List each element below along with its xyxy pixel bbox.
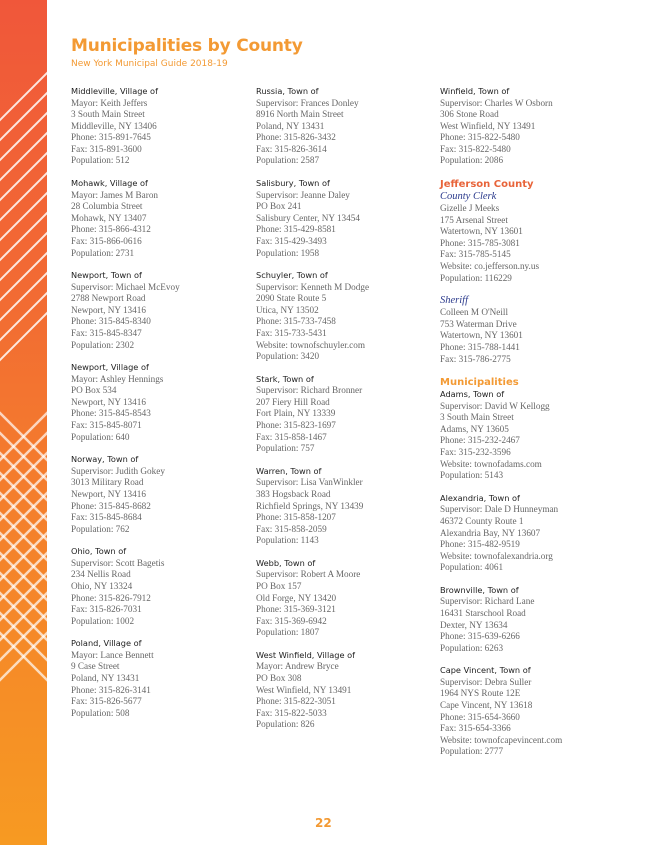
entry-line: Phone: 315-826-3432 — [256, 132, 336, 143]
municipality-entry — [440, 86, 610, 167]
entry-line: Phone: 315-858-1207 — [256, 512, 336, 523]
municipality-name: Middleville, Village of — [71, 86, 158, 96]
entry-line: Population: 2777 — [440, 746, 504, 757]
entry-line: Population: 6263 — [440, 642, 504, 653]
municipality-name: West Winfield, Village of — [256, 649, 355, 660]
entry-line: Phone: 315-822-5480 — [440, 132, 520, 143]
entry-line: 28 Columbia Street — [71, 201, 143, 212]
entry-line: Mayor: Ashley Hennings — [71, 373, 164, 384]
entry-line: Phone: 315-826-3141 — [71, 684, 151, 695]
entry-line: Fax: 315-866-0616 — [71, 235, 142, 246]
entry-line: Utica, NY 13502 — [256, 304, 319, 315]
entry-line: Phone: 315-845-8543 — [71, 408, 151, 419]
entry-line: Watertown, NY 13601 — [440, 226, 523, 237]
entry-line: 3 South Main Street — [71, 109, 145, 120]
entry-line: Website: townofalexandria.org — [440, 550, 553, 561]
entry-line: 8916 North Main Street — [256, 109, 344, 120]
entry-line: Newport, NY 13416 — [71, 396, 146, 407]
entry-line: Fax: 315-891-3600 — [71, 143, 142, 154]
entry-line: Supervisor: Jeanne Daley — [256, 189, 350, 200]
entry-line: Population: 1002 — [71, 615, 135, 626]
municipality-name: Cape Vincent, Town of — [440, 665, 531, 676]
municipality-name: Poland, Village of — [71, 638, 142, 649]
entry-line: Population: 116229 — [440, 272, 512, 283]
municipality-entry — [256, 374, 426, 455]
entry-line: 175 Arsenal Street — [440, 214, 508, 225]
entry-line: West Winfield, NY 13491 — [440, 120, 536, 131]
municipality-name: Newport, Village of — [71, 362, 149, 373]
entry-line: Phone: 315-823-1697 — [256, 420, 336, 431]
municipality-entry — [256, 178, 426, 259]
municipality-entry — [440, 665, 610, 758]
entry-line: PO Box 534 — [71, 385, 117, 396]
municipality-name: Russia, Town of — [256, 86, 319, 96]
municipality-entry — [256, 86, 426, 167]
municipality-name: Winfield, Town of — [440, 86, 510, 96]
entry-line: Population: 4061 — [440, 562, 504, 573]
entry-line: Website: townofadams.com — [440, 458, 542, 469]
entry-line: Mayor: Keith Jeffers — [71, 97, 148, 108]
column-3 — [440, 86, 610, 769]
entry-line: Population: 2587 — [256, 155, 320, 166]
entry-line: Population: 3420 — [256, 351, 320, 362]
entry-line: Supervisor: Charles W Osborn — [440, 97, 553, 108]
entry-line: Population: 640 — [71, 431, 130, 442]
entry-line: Supervisor: David W Kellogg — [440, 400, 550, 411]
entry-line: Population: 512 — [71, 155, 130, 166]
entry-line: Phone: 315-785-3081 — [440, 237, 520, 248]
entry-line: Gizelle J Meeks — [440, 203, 500, 214]
entry-line: Phone: 315-891-7645 — [71, 132, 151, 143]
entry-line: PO Box 241 — [256, 201, 302, 212]
entry-line: Fax: 315-733-5431 — [256, 328, 327, 338]
entry-line: Mayor: Andrew Bryce — [256, 661, 339, 672]
entry-line: Fax: 315-654-3366 — [440, 723, 511, 734]
entry-line: Phone: 315-639-6266 — [440, 631, 520, 642]
entry-line: Newport, NY 13416 — [71, 488, 146, 499]
entry-line: Phone: 315-369-3121 — [256, 604, 336, 615]
office-title: Sheriff — [440, 295, 468, 307]
municipality-entry — [440, 493, 610, 574]
entry-line: Phone: 315-232-2467 — [440, 435, 520, 446]
entry-line: Phone: 315-482-9519 — [440, 539, 520, 550]
municipality-name: Brownville, Town of — [440, 584, 519, 595]
entry-line: Adams, NY 13605 — [440, 423, 509, 434]
entry-line: Phone: 315-826-7912 — [71, 592, 151, 603]
entry-line: PO Box 157 — [256, 581, 302, 591]
entry-line: 306 Stone Road — [440, 109, 499, 120]
entry-line: Supervisor: Dale D Hunneyman — [440, 504, 559, 515]
entry-line: Ohio, NY 13324 — [71, 581, 133, 591]
entry-line: Watertown, NY 13601 — [440, 330, 523, 341]
entry-line: Phone: 315-822-3051 — [256, 696, 336, 707]
entry-line: Phone: 315-733-7458 — [256, 316, 336, 327]
entry-line: Fax: 315-826-5677 — [71, 696, 142, 707]
diagonal-line-pattern — [0, 0, 47, 845]
entry-line: Poland, NY 13431 — [256, 120, 325, 131]
municipality-entry — [256, 466, 426, 547]
entry-line: Fax: 315-826-7031 — [71, 604, 142, 615]
entry-line: Population: 757 — [256, 443, 315, 454]
municipality-name: Webb, Town of — [256, 557, 316, 568]
entry-line: Supervisor: Richard Lane — [440, 596, 535, 607]
entry-line: 16431 Starschool Road — [440, 608, 526, 618]
municipality-entry — [440, 585, 610, 654]
entry-line: 234 Nellis Road — [71, 569, 131, 580]
entry-line: Phone: 315-654-3660 — [440, 711, 520, 722]
entry-line: Newport, NY 13416 — [71, 304, 146, 315]
entry-line: Population: 762 — [71, 523, 130, 534]
entry-line: Fax: 315-786-2775 — [440, 353, 511, 364]
entry-line: Fax: 315-822-5480 — [440, 143, 511, 154]
entry-line: Old Forge, NY 13420 — [256, 592, 337, 603]
municipality-name: Adams, Town of — [440, 389, 505, 400]
municipality-entry — [256, 558, 426, 639]
entry-line: Fax: 315-845-8684 — [71, 512, 142, 523]
entry-line: Salisbury Center, NY 13454 — [256, 212, 360, 223]
entry-line: Phone: 315-845-8340 — [71, 316, 151, 327]
entry-line: Population: 2731 — [71, 247, 135, 258]
entry-line: 9 Case Street — [71, 661, 120, 672]
entry-line: 207 Fiery Hill Road — [256, 396, 330, 407]
municipality-entry — [71, 362, 241, 443]
municipality-entry — [440, 389, 610, 482]
page-title: Municipalities by County — [71, 36, 303, 56]
entry-line: Fax: 315-845-8347 — [71, 328, 142, 338]
municipality-name: Schuyler, Town of — [256, 270, 328, 281]
municipality-entry — [71, 638, 241, 719]
entry-line: Phone: 315-429-8581 — [256, 224, 336, 235]
entry-line: 1964 NYS Route 12E — [440, 688, 521, 699]
entry-line: 46372 County Route 1 — [440, 515, 524, 526]
entry-line: Supervisor: Frances Donley — [256, 97, 359, 108]
entry-line: Population: 5143 — [440, 470, 504, 481]
entry-line: Cape Vincent, NY 13618 — [440, 700, 533, 711]
entry-line: 3013 Military Road — [71, 477, 144, 488]
entry-line: Population: 1958 — [256, 247, 320, 258]
entry-line: Population: 508 — [71, 707, 130, 718]
entry-line: Population: 1143 — [256, 535, 319, 546]
municipality-entry — [71, 178, 241, 259]
municipality-name: Salisbury, Town of — [256, 178, 330, 189]
entry-line: Supervisor: Michael McEvoy — [71, 281, 180, 292]
entry-line: Mayor: James M Baron — [71, 189, 159, 200]
entry-line: Fax: 315-826-3614 — [256, 143, 327, 154]
entry-line: Fax: 315-785-5145 — [440, 249, 511, 260]
entry-line: Supervisor: Judith Gokey — [71, 465, 165, 476]
municipality-name: Warren, Town of — [256, 465, 322, 476]
entry-line: 3 South Main Street — [440, 412, 514, 423]
municipality-entry — [256, 650, 426, 731]
entry-line: Fax: 315-232-3596 — [440, 447, 511, 458]
page-number: 22 — [315, 816, 332, 830]
entry-line: Population: 2086 — [440, 155, 504, 166]
entry-line: Fax: 315-429-3493 — [256, 235, 327, 246]
entry-line: Supervisor: Debra Suller — [440, 676, 532, 687]
entry-line: Mayor: Lance Bennett — [71, 649, 154, 660]
entry-line: 2788 Newport Road — [71, 293, 146, 304]
entry-line: Supervisor: Scott Bagetis — [71, 557, 165, 568]
municipality-name: Alexandria, Town of — [440, 492, 520, 503]
entry-line: Population: 826 — [256, 719, 315, 730]
office-title: County Clerk — [440, 191, 497, 203]
entry-line: Supervisor: Kenneth M Dodge — [256, 281, 370, 292]
municipality-name: Ohio, Town of — [71, 546, 127, 557]
municipality-entry — [256, 270, 426, 363]
entry-line: Fax: 315-858-1467 — [256, 431, 327, 442]
page-subtitle: New York Municipal Guide 2018-19 — [71, 59, 228, 69]
entry-line: Population: 1807 — [256, 627, 320, 638]
entry-line: Dexter, NY 13634 — [440, 619, 508, 630]
entry-line: Supervisor: Lisa VanWinkler — [256, 477, 363, 488]
entry-line: Phone: 315-845-8682 — [71, 500, 151, 511]
entry-line: Population: 2302 — [71, 339, 135, 350]
entry-line: Supervisor: Robert A Moore — [256, 569, 361, 580]
county-clerk-entry — [440, 191, 610, 284]
entry-line: Fort Plain, NY 13339 — [256, 408, 336, 419]
municipality-entry — [71, 270, 241, 351]
entry-line: 753 Waterman Drive — [440, 318, 517, 329]
entry-line: Mohawk, NY 13407 — [71, 212, 147, 223]
municipality-name: Newport, Town of — [71, 270, 142, 281]
entry-line: Middleville, NY 13406 — [71, 120, 157, 131]
entry-line: West Winfield, NY 13491 — [256, 684, 352, 695]
sheriff-entry — [440, 295, 610, 365]
municipality-entry — [71, 546, 241, 627]
entry-line: Phone: 315-788-1441 — [440, 342, 520, 352]
entry-line: Fax: 315-369-6942 — [256, 615, 327, 626]
entry-line: Website: townofcapevincent.com — [440, 734, 563, 745]
column-1 — [71, 86, 241, 730]
municipality-name: Stark, Town of — [256, 373, 314, 384]
municipality-entry — [71, 454, 241, 535]
county-heading: Jefferson County — [440, 179, 534, 191]
entry-line: Colleen M O'Neill — [440, 307, 509, 318]
municipality-name: Mohawk, Village of — [71, 178, 148, 189]
entry-line: PO Box 308 — [256, 673, 302, 684]
entry-line: Fax: 315-845-8071 — [71, 420, 142, 431]
entry-line: Richfield Springs, NY 13439 — [256, 500, 364, 511]
entry-line: Phone: 315-866-4312 — [71, 224, 151, 235]
entry-line: 383 Hogsback Road — [256, 488, 331, 499]
entry-line: 2090 State Route 5 — [256, 293, 327, 304]
municipality-entry — [71, 86, 241, 167]
municipality-name: Norway, Town of — [71, 454, 139, 465]
decorative-sidebar — [0, 0, 47, 845]
column-2 — [256, 86, 426, 742]
entry-line: Supervisor: Richard Bronner — [256, 385, 363, 396]
entry-line: Website: townofschuyler.com — [256, 339, 365, 350]
entry-line: Fax: 315-858-2059 — [256, 523, 327, 534]
entry-line: Alexandria Bay, NY 13607 — [440, 527, 541, 538]
entry-line: Website: co.jefferson.ny.us — [440, 261, 540, 272]
entry-line: Poland, NY 13431 — [71, 673, 140, 684]
entry-line: Fax: 315-822-5033 — [256, 707, 327, 718]
municipalities-heading: Municipalities — [440, 377, 519, 389]
